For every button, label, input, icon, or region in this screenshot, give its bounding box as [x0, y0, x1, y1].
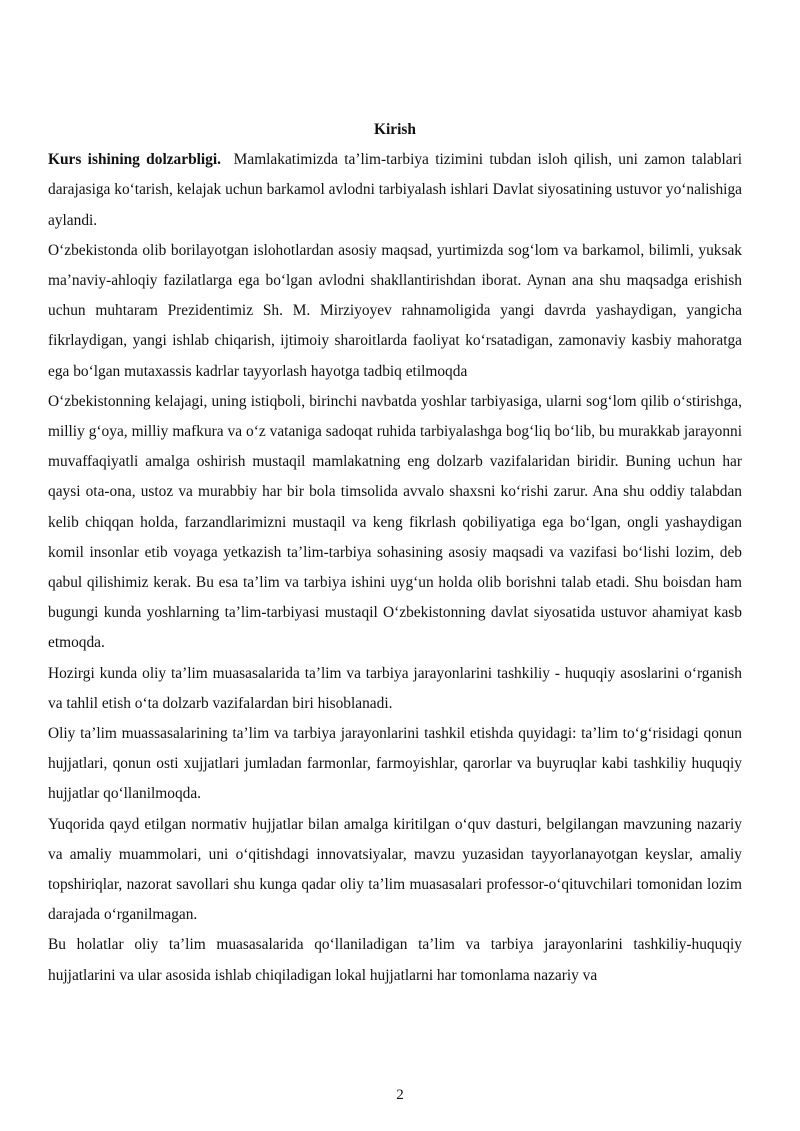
- paragraph: Oliy ta’lim muassasalarining ta’lim va tarbiya jarayonlarini tashkil etishda quyidagi: ta’lim to‘g‘risidagi qonun hujjatlari, qonun osti xujjatlari jumladan farmonlar, farmoyishlar, qarorlar va buyruqlar kabi tashkiliy huquqiy hujjatlar qo‘llanilmoqda.: [48, 725, 742, 803]
- paragraph: Yuqorida qayd etilgan normativ hujjatlar bilan amalga kiritilgan o‘quv dasturi, belgilangan mavzuning nazariy va amaliy muammolari, uni o‘qitishdagi innovatsiyalar, mavzu yuzasidan tayyorlanayotgan keyslar, amaliy topshiriqlar, nazorat savollari shu kunga qadar oliy ta’lim muasasalari professor-o‘qituvchilari tomonidan lozim darajada o‘rganilmagan.: [48, 815, 742, 924]
- paragraph: O‘zbekistonda olib borilayotgan islohotlardan asosiy maqsad, yurtimizda sog‘lom va barkamol, bilimli, yuksak ma’naviy-ahloqiy fazilatlarga ega bo‘lgan avlodni shakllantirishdan iborat. Aynan ana shu maqsadga erishish uchun muhtaram Prezidentimiz Sh. M. Mirziyoyev rahnamoligida yangi davrda yashaydigan, yangicha fikrlaydigan, yangi ishlab chiqarish, ijtimoiy sharoitlarda faoliyat ko‘rsatadigan, zamonaviy kasbiy mahoratga ega bo‘lgan mutaxassis kadrlar tayyorlash hayotga tadbiq etilmoqda: [48, 241, 742, 380]
- document-body: [48, 112, 742, 991]
- paragraph: O‘zbekistonning kelajagi, uning istiqboli, birinchi navbatda yoshlar tarbiyasiga, ularni sog‘lom qilib o‘stirishga, milliy g‘oya, milliy mafkura va o‘z vataniga sadoqat ruhida tarbiyalashga bog‘liq bo‘lib, bu murakkab jarayonni muvaffaqiyatli amalga oshirish mustaqil mamlakatning eng dolzarb vazifalaridan biridir. Buning uchun har qaysi ota-ona, ustoz va murabbiy har bir bola timsolida avvalo shaxsni ko‘rishi zarur. Ana shu oddiy talabdan kelib chiqqan holda, farzandlarimizni mustaqil va keng fikrlash qobiliyatiga ega bo‘lgan, ongli yashaydigan komil insonlar etib voyaga yetkazish ta’lim-tarbiya sohasining asosiy maqsadi va vazifasi bo‘lishi lozim, deb qabul qilishimiz kerak. Bu esa ta’lim va tarbiya ishini uyg‘un holda olib borishni talab etadi. Shu boisdan ham bugungi kunda yoshlarning ta’lim-tarbiyasi mustaqil O‘zbekistonning davlat siyosatida ustuvor ahamiyat kasb etmoqda.: [48, 392, 742, 652]
- relevance-label: Kurs ishining dolzarbligi.: [48, 151, 222, 169]
- paragraph-relevance: [48, 145, 742, 236]
- paragraph-text: Mamlakatimizda ta’lim-tarbiya tizimini tubdan isloh qilish, uni zamon talablari darajasiga ko‘tarish, kelajak uchun barkamol avlodni tarbiyalash ishlari Davlat siyosatining ustuvor yo‘nalishiga aylandi.: [48, 151, 742, 229]
- section-title: Kirish: [374, 121, 416, 138]
- paragraph: Bu holatlar oliy ta’lim muasasalarida qo‘llaniladigan ta’lim va tarbiya jarayonlarini tashkiliy-huquqiy hujjatlarini va ular asosida ishlab chiqiladigan lokal hujjatlarni har tomonlama nazariy va: [48, 936, 742, 984]
- page-number: 2: [396, 1087, 404, 1103]
- paragraph: Hozirgi kunda oliy ta’lim muasasalarida ta’lim va tarbiya jarayonlarini tashkiliy - huquqiy asoslarini o‘rganish va tahlil etish o‘ta dolzarb vazifalardan biri hisoblanadi.: [48, 664, 742, 712]
